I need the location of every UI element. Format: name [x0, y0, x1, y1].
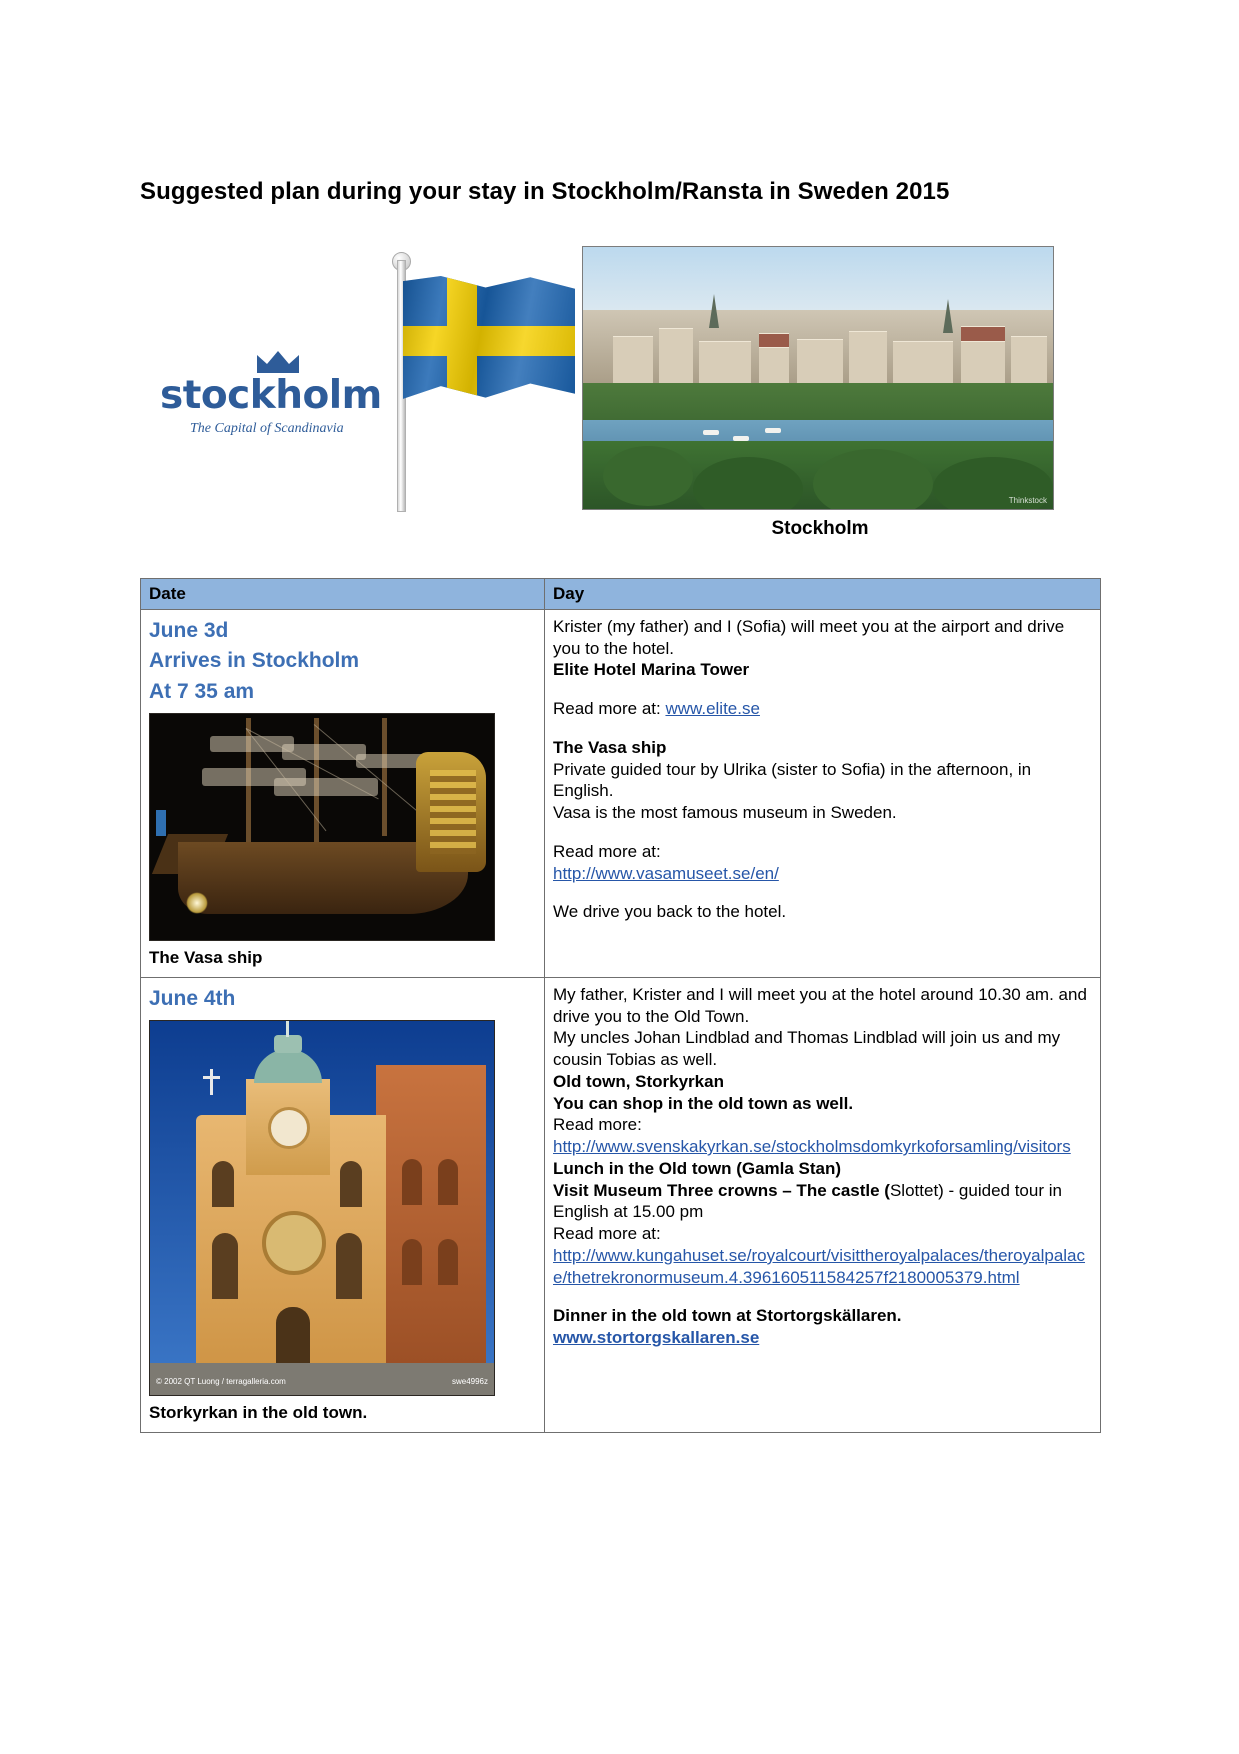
museum-light: [186, 892, 208, 914]
museum-sign: [156, 810, 166, 836]
read-more-label: Read more at:: [553, 699, 666, 718]
table-header-row: [141, 579, 1101, 610]
column-header-date: Date: [141, 579, 545, 610]
photo-window: [212, 1233, 238, 1299]
day-cell-june3: [545, 609, 1101, 977]
drive-back-note: We drive you back to the hotel.: [553, 902, 787, 922]
column-header-day: Day: [545, 579, 1101, 610]
shopping-note: You can shop in the old town as well.: [553, 1093, 854, 1113]
photo-window: [336, 1233, 362, 1299]
vasamuseet-link[interactable]: http://www.vasamuseet.se/en/: [553, 863, 779, 883]
read-more-label-vasa: Read more at:: [553, 841, 661, 861]
hotel-name: Elite Hotel Marina Tower: [553, 660, 750, 680]
date-line: June 3d: [149, 618, 229, 642]
relatives-info: My uncles Johan Lindblad and Thomas Lindblad will join us and my cousin Tobias as well.: [553, 1028, 1061, 1070]
photo-tree: [603, 446, 693, 506]
flag-shading: [403, 276, 575, 404]
vasa-ship-photo: [149, 713, 495, 941]
photo-cross: [210, 1069, 213, 1095]
logo-wordmark: stockholm: [160, 373, 382, 418]
date-line: Arrives in Stockholm: [149, 649, 360, 673]
photo-window: [438, 1159, 458, 1205]
photo-facade-clock: [262, 1211, 326, 1275]
museum-detail: Slottet) - guided tour in English at 15.00 pm: [553, 1180, 1062, 1222]
photo-church-spire: [943, 299, 953, 333]
meeting-info: Krister (my father) and I (Sofia) will meet you at the airport and drive you to the hotel.: [553, 616, 1065, 658]
flag-cloth: [403, 276, 575, 404]
vasa-tour-info: Private guided tour by Ulrika (sister to Sofia) in the afternoon, in English.: [553, 759, 1032, 801]
photo-church-door: [276, 1307, 310, 1365]
photo-adjacent-building: [376, 1065, 486, 1365]
date-cell-june3: [141, 609, 545, 977]
photo-church-spire: [709, 294, 719, 328]
photo-boat: [733, 436, 749, 441]
photo-credit: Thinkstock: [1008, 496, 1047, 505]
storkyrkan-photo-caption: Storkyrkan in the old town.: [149, 1403, 368, 1423]
stockholm-photo-caption: Stockholm: [771, 518, 869, 539]
ship-sail: [274, 778, 378, 796]
table-row: [141, 977, 1101, 1432]
ship-rigging: [314, 724, 422, 815]
stortorgskallaren-link[interactable]: www.stortorgskallaren.se: [553, 1328, 760, 1348]
photo-window: [402, 1239, 422, 1285]
crown-icon: [255, 349, 301, 375]
dinner-note: Dinner in the old town at Stortorgskällaren.: [553, 1306, 902, 1326]
photo-church-lantern: [274, 1035, 302, 1053]
storkyrkan-photo: [149, 1020, 495, 1396]
photo-church-spike: [286, 1020, 289, 1037]
read-more-label-castle: Read more at:: [553, 1224, 661, 1244]
lunch-note: Lunch in the Old town (Gamla Stan): [553, 1158, 842, 1178]
page-title: Suggested plan during your stay in Stockholm/Ransta in Sweden 2015: [140, 178, 950, 205]
photo-boat: [703, 430, 719, 435]
museum-label: Visit Museum Three crowns – The castle (: [553, 1180, 890, 1200]
date-line: At 7 35 am: [149, 679, 255, 703]
photo-credit-left: © 2002 QT Luong / terragalleria.com: [156, 1377, 286, 1387]
table-row: [141, 609, 1101, 977]
vasa-museum-note: Vasa is the most famous museum in Sweden.: [553, 803, 897, 822]
vasa-photo-caption: The Vasa ship: [149, 948, 263, 968]
ship-stern-carvings: [430, 770, 476, 854]
swedish-flag: [355, 260, 575, 510]
photo-credit-right: swe4996z: [451, 1377, 488, 1387]
date-cell-june4: [141, 977, 545, 1432]
vasa-heading: The Vasa ship: [553, 737, 667, 757]
oldtown-heading: Old town, Storkyrkan: [553, 1071, 724, 1091]
kungahuset-link[interactable]: http://www.kungahuset.se/royalcourt/visittheroyalpalaces/theroyalpalace/thetrekronormuseum.4.396160511584257f2180005379.html: [553, 1245, 1086, 1287]
museum-note: [553, 1180, 1092, 1224]
day-cell-june4: [545, 977, 1101, 1432]
photo-window: [402, 1159, 422, 1205]
plan-table: [140, 578, 1101, 1433]
stockholm-logo: [160, 355, 382, 455]
read-more-label-church: Read more:: [553, 1115, 642, 1135]
header-media-row: [140, 240, 1100, 550]
photo-boat: [765, 428, 781, 433]
meeting-info: My father, Krister and I will meet you at the hotel around 10.30 am. and drive you to the Old Town.: [553, 984, 1087, 1026]
photo-window: [340, 1161, 362, 1207]
stockholm-photo: [582, 246, 1054, 510]
svenskakyrkan-link[interactable]: http://www.svenskakyrkan.se/stockholmsdomkyrkoforsamling/visitors: [553, 1137, 1071, 1157]
ship-mast: [382, 718, 387, 836]
photo-window: [212, 1161, 234, 1207]
elite-link[interactable]: www.elite.se: [665, 699, 760, 718]
logo-tagline: The Capital of Scandinavia: [190, 421, 344, 436]
date-line: June 4th: [149, 986, 236, 1010]
read-more-hotel: [553, 698, 1092, 720]
photo-greenery-mid: [583, 383, 1053, 425]
photo-tower-clock: [268, 1107, 310, 1149]
photo-window: [438, 1239, 458, 1285]
